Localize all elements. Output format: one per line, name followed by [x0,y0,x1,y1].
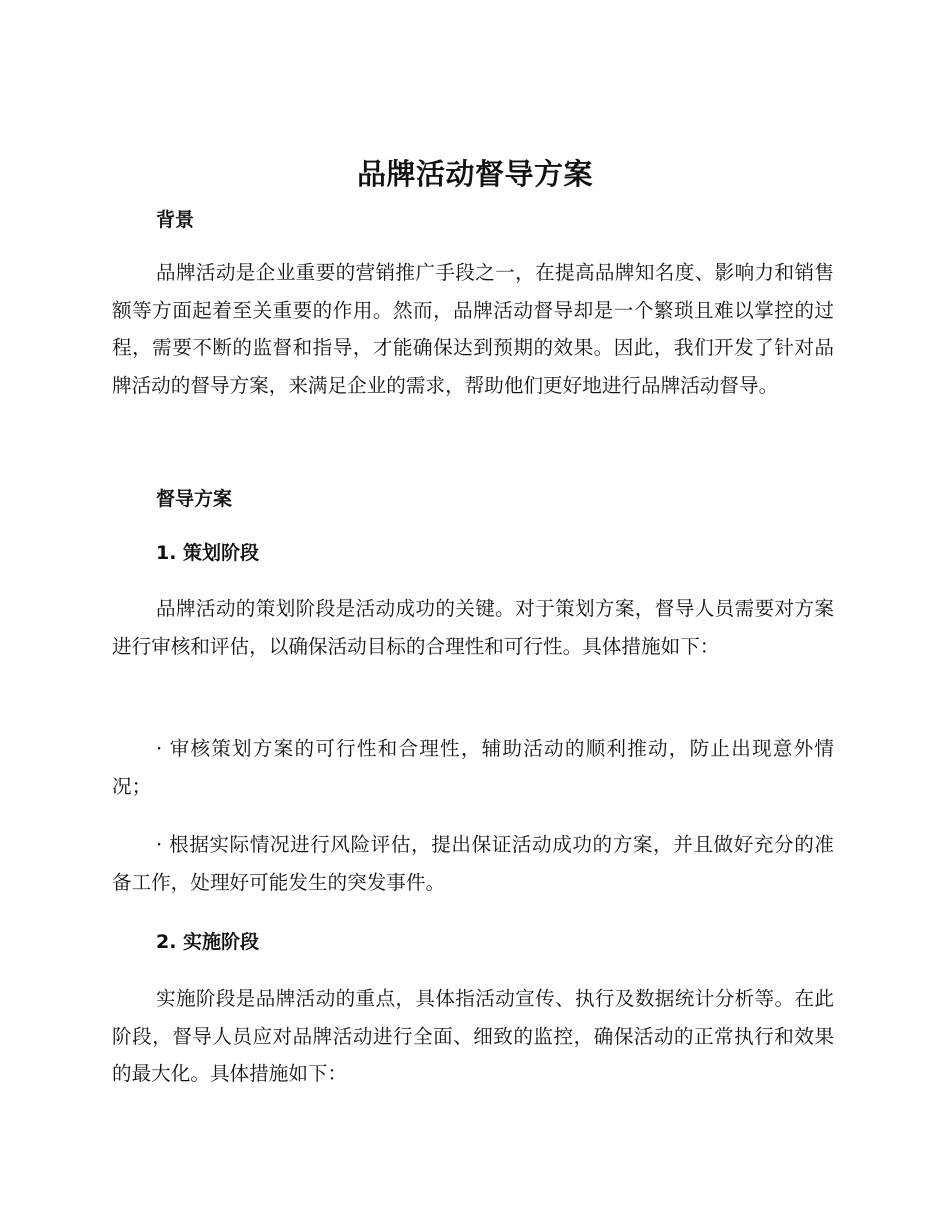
section-heading-stage2: 2. 实施阶段 [156,931,260,953]
section-heading-stage1: 1. 策划阶段 [156,542,260,564]
section-heading-plan: 督导方案 [156,488,233,510]
stage1-bullet-2: · 根据实际情况进行风险评估，提出保证活动成功的方案，并且做好充分的准备工作，处理好可能发生的突发事件。 [112,833,834,894]
stage1-paragraph: 品牌活动的策划阶段是活动成功的关键。对于策划方案，督导人员需要对方案进行审核和评估，以确保活动目标的合理性和可行性。具体措施如下： [112,597,834,658]
stage1-bullet-1: · 审核策划方案的可行性和合理性，辅助活动的顺利推动，防止出现意外情况； [112,737,834,798]
section-heading-background: 背景 [156,209,195,231]
stage2-paragraph: 实施阶段是品牌活动的重点，具体指活动宣传、执行及数据统计分析等。在此阶段，督导人员应对品牌活动进行全面、细致的监控，确保活动的正常执行和效果的最大化。具体措施如下： [112,987,834,1085]
document-title: 品牌活动督导方案 [356,157,593,191]
background-paragraph: 品牌活动是企业重要的营销推广手段之一，在提高品牌知名度、影响力和销售额等方面起着至关重要的作用。然而，品牌活动督导却是一个繁琐且难以掌控的过程，需要不断的监督和指导，才能确保达到预期的效果。因此，我们开发了针对品牌活动的督导方案，来满足企业的需求，帮助他们更好地进行品牌活动督导。 [112,261,834,397]
